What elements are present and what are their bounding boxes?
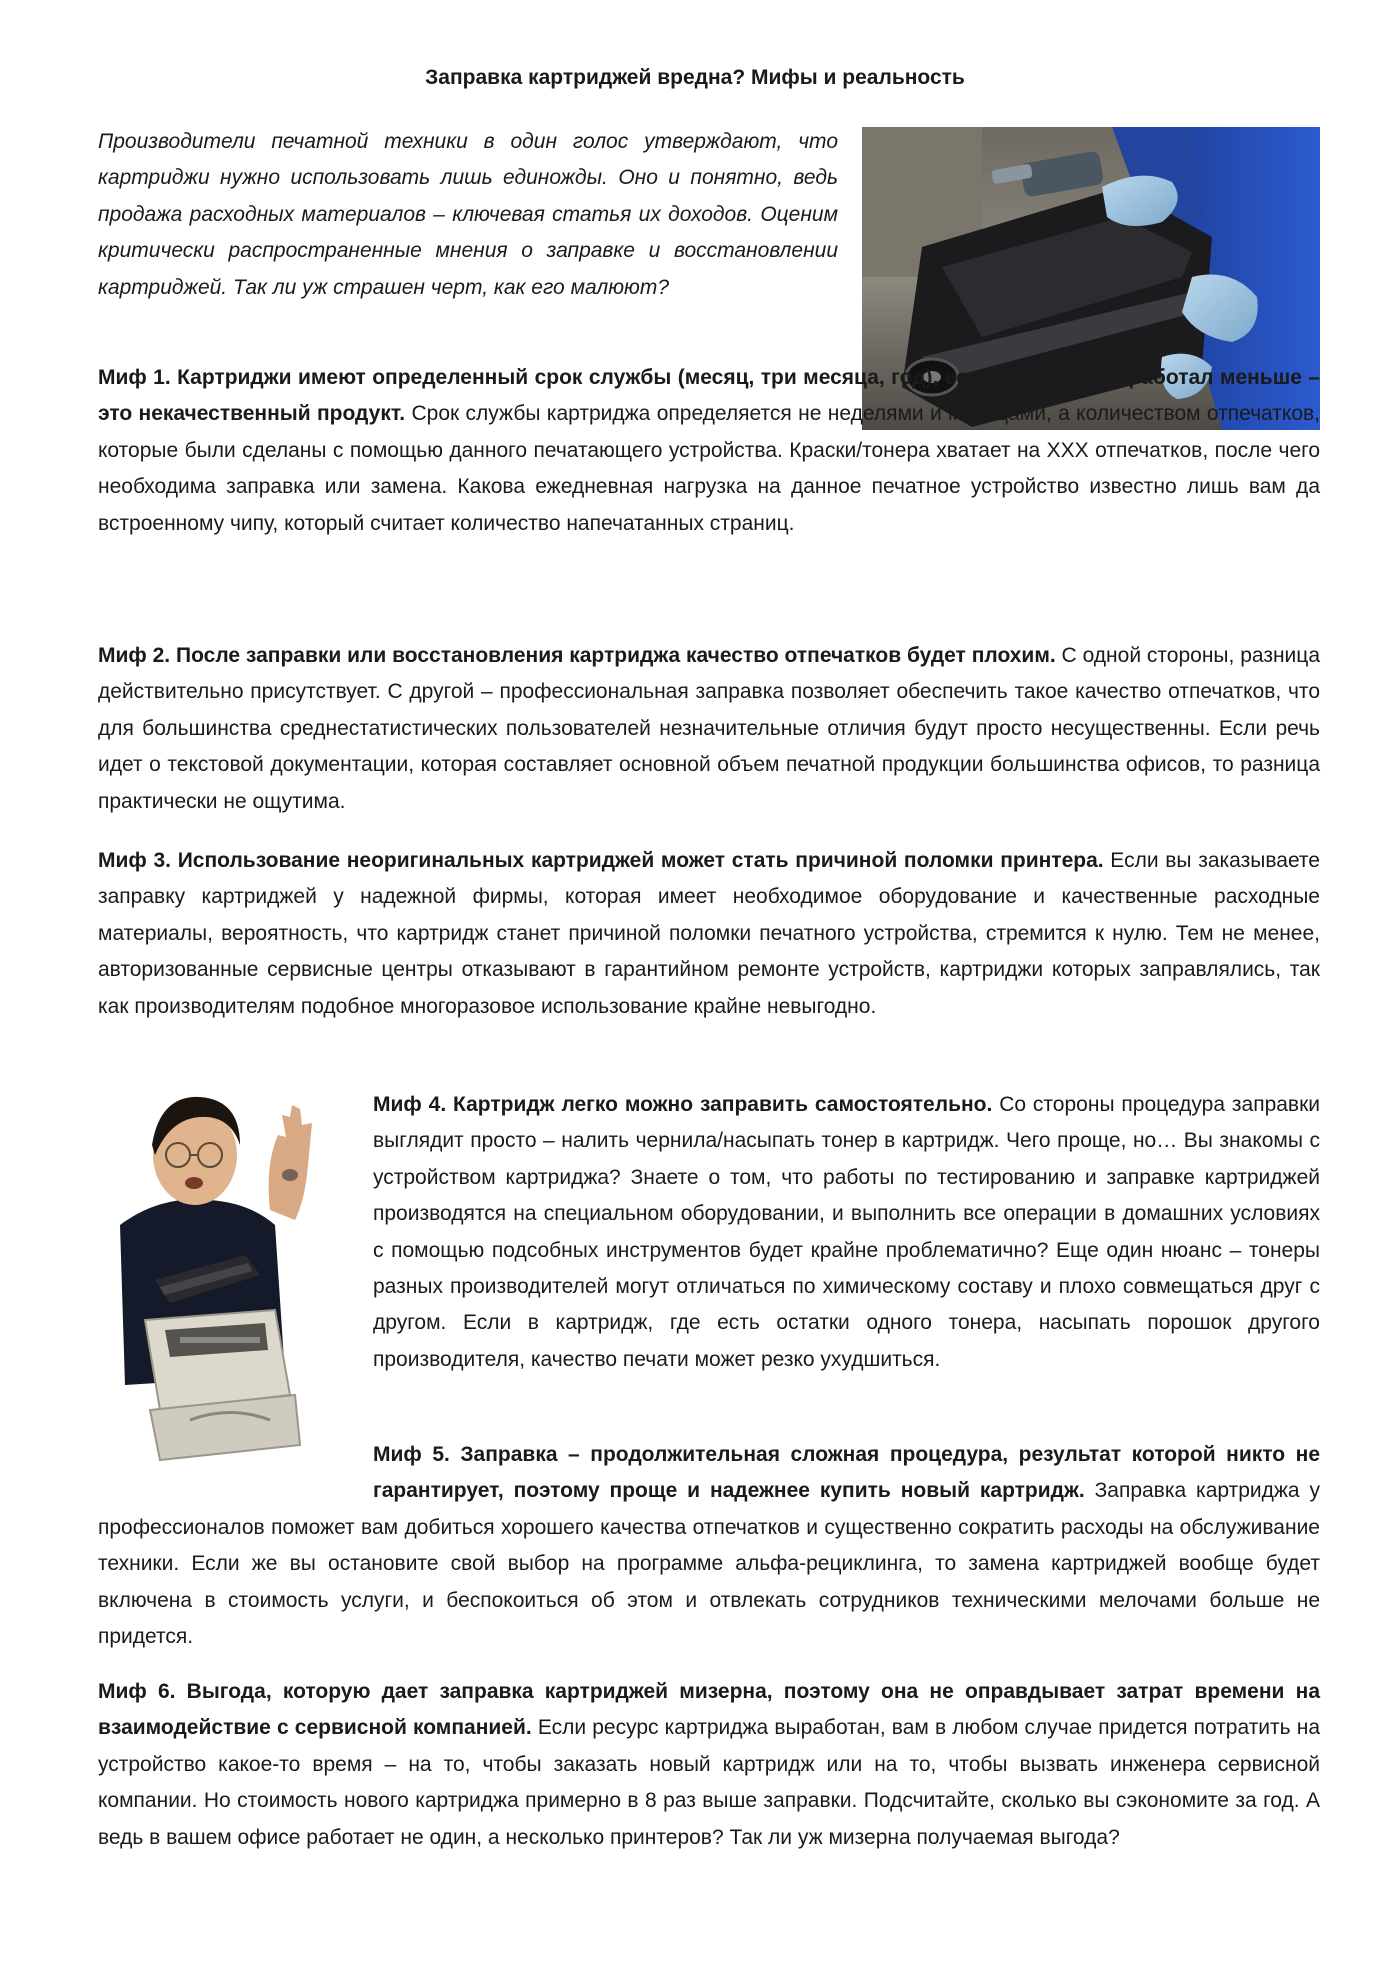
myth-3-heading: Миф 3. Использование неоригинальных картриджей может стать причиной поломки принтера. (98, 849, 1104, 872)
myth-2-heading: Миф 2. После заправки или восстановления картриджа качество отпечатков будет плохим. (98, 644, 1056, 667)
myth-1-body: Срок службы картриджа определяется не неделями и месяцами, а количеством отпечатков, которые были сделаны с помощью данного печатающего устройства. Краски/тонера хватает на ХХХ отпечатков, после чего необходима заправка или замена. Какова ежедневная нагрузка на данное печатное устройство известно лишь вам да встроенному чипу, который считает количество напечатанных страниц. (98, 402, 1320, 535)
myth-6 (98, 1674, 1320, 1856)
myth-3-body: Если вы заказываете заправку картриджей у надежной фирмы, которая имеет необходимое оборудование и качественные расходные материалы, вероятность, что картридж станет причиной поломки печатного устройства, стремится к нулю. Тем не менее, авторизованные сервисные центры отказывают в гарантийном ремонте устройств, картриджи которых заправлялись, так как производителям подобное многоразовое использование крайне невыгодно. (98, 849, 1320, 1018)
myth-6-body: Если ресурс картриджа выработан, вам в любом случае придется потратить на устройство какое-то время – на то, чтобы заказать новый картридж или на то, чтобы вызвать инженера сервисной компании. Но стоимость нового картриджа примерно в 8 раз выше заправки. Подсчитайте, сколько вы сэкономите за год. А ведь в вашем офисе работает не один, а несколько принтеров? Так ли уж мизерна получаемая выгода? (98, 1716, 1321, 1849)
myth-5 (98, 1437, 1320, 1655)
image-wrap-spacer (98, 1437, 373, 1509)
myth-4 (373, 1087, 1320, 1378)
myth-4-heading: Миф 4. Картридж легко можно заправить самостоятельно. (373, 1093, 993, 1116)
myth-5-body: Заправка картриджа у профессионалов поможет вам добиться хорошего качества отпечатков и существенно сократить расходы на обслуживание техники. Если же вы остановите свой выбор на программе альфа-рециклинга, то замена картриджей вообще будет включена в стоимость услуги, и беспокоиться об этом и отвлекать сотрудников техническими мелочами больше не придется. (98, 1479, 1320, 1649)
myth-4-body: Со стороны процедура заправки выглядит просто – налить чернила/насыпать тонер в картридж. Чего проще, но… Вы знакомы с устройством картриджа? Знаете о том, что работы по тестированию и заправке картриджей производятся на специальном оборудовании, и выполнить все операции в домашних условиях с помощью подсобных инструментов будет крайне проблематично? Еще один нюанс – тонеры разных производителей могут отличаться по химическому составу и плохо совмещаться друг с другом. Если в картридж, где есть остатки одного тонера, насыпать порошок другого производителя, качество печати может резко ухудшиться. (373, 1093, 1321, 1371)
myth-2 (98, 638, 1320, 820)
myth-5-heading: Миф 5. Заправка – продолжительная сложная процедура, результат которой никто не гарантирует, поэтому проще и надежнее купить новый картридж. (373, 1443, 1320, 1503)
myth-1 (98, 360, 1320, 542)
myth-3 (98, 843, 1320, 1025)
myth-1-heading: Миф 1. Картриджи имеют определенный срок службы (месяц, три месяца, год), если картридж отработал меньше – это некачественный продукт. (98, 366, 1320, 426)
myth-2-body: С одной стороны, разница действительно присутствует. С другой – профессиональная заправка позволяет обеспечить такое качество отпечатков, что для большинства среднестатистических пользователей незначительные отличия будут просто несущественны. Если речь идет о текстовой документации, которая составляет основной объем печатной продукции большинства офисов, то разница практически не ощутима. (98, 644, 1320, 813)
page-title: Заправка картриджей вредна? Мифы и реальность (425, 66, 965, 89)
myth-6-heading: Миф 6. Выгода, которую дает заправка картриджей мизерна, поэтому она не оправдывает затрат времени на взаимодействие с сервисной компанией. (98, 1680, 1320, 1740)
man-with-printer-photo (100, 1075, 332, 1475)
intro-paragraph: Производители печатной техники в один голос утверждают, что картриджи нужно использовать лишь единожды. Оно и понятно, ведь продажа расходных материалов – ключевая статья их доходов. Оценим критически распространенные мнения о заправке и восстановлении картриджей. Так ли уж страшен черт, как его малюют? (98, 130, 838, 299)
